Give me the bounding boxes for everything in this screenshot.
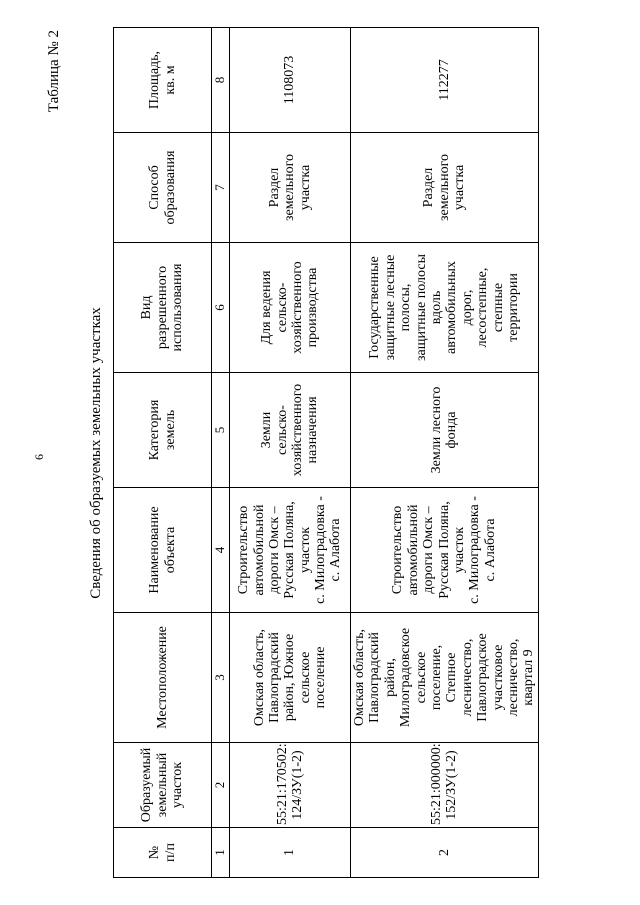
land-category: Земли лесного фонда [351, 373, 539, 488]
column-header: Наименование объекта [114, 488, 212, 613]
location: Омская область, Павлоградский район, Милоградовское сельское поселение, Степное лесничество, Павлоградское участковое лесничество, квартал 9 [351, 613, 539, 743]
column-number: 5 [212, 373, 230, 488]
rotated-page [28, 28, 628, 878]
table-label: Таблица № 2 [46, 30, 62, 113]
object-name: Строительство автомобильной дороги Омск – Русская Поляна, участок с. Милоградовка - с. Алабота [351, 488, 539, 613]
column-number: 1 [212, 828, 230, 878]
parcel-id: 55:21:000000: 152/ЗУ(1-2) [351, 743, 539, 828]
column-header: Категория земель [114, 373, 212, 488]
column-header: Площадь, кв. м [114, 28, 212, 133]
area-value: 112277 [351, 28, 539, 133]
table-caption: Сведения об образуемых земельных участках [88, 307, 104, 599]
column-header: Местоположение [114, 613, 212, 743]
land-category: Земли сельско- хозяйственного назначения [230, 373, 351, 488]
row-number: 2 [351, 828, 539, 878]
column-number: 8 [212, 28, 230, 133]
column-number: 2 [212, 743, 230, 828]
column-header: Вид разрешенного использования [114, 243, 212, 373]
table-row [230, 28, 351, 878]
formation-method: Раздел земельного участка [230, 133, 351, 243]
permitted-use: Государственные защитные лесные полосы, защитные полосы вдоль автомобильных дорог, лесостепные, степные территории [351, 243, 539, 373]
column-header: Способ образования [114, 133, 212, 243]
object-name: Строительство автомобильной дороги Омск – Русская Поляна, участок с. Милоградовка - с. Алабота [230, 488, 351, 613]
formation-method: Раздел земельного участка [351, 133, 539, 243]
area-value: 1108073 [230, 28, 351, 133]
column-number: 4 [212, 488, 230, 613]
permitted-use: Для ведения сельско- хозяйственного производства [230, 243, 351, 373]
row-number: 1 [230, 828, 351, 878]
location: Омская область, Павлоградский район, Южное сельское поселение [230, 613, 351, 743]
parcels-table [113, 27, 539, 878]
table-row [351, 28, 539, 878]
header-row [114, 28, 212, 878]
column-header: № п/п [114, 828, 212, 878]
column-number: 3 [212, 613, 230, 743]
column-number: 7 [212, 133, 230, 243]
parcel-id: 55:21:170502: 124/ЗУ(1-2) [230, 743, 351, 828]
page-number: 6 [32, 454, 46, 460]
column-number-row [212, 28, 230, 878]
column-number: 6 [212, 243, 230, 373]
column-header: Образуемый земельный участок [114, 743, 212, 828]
